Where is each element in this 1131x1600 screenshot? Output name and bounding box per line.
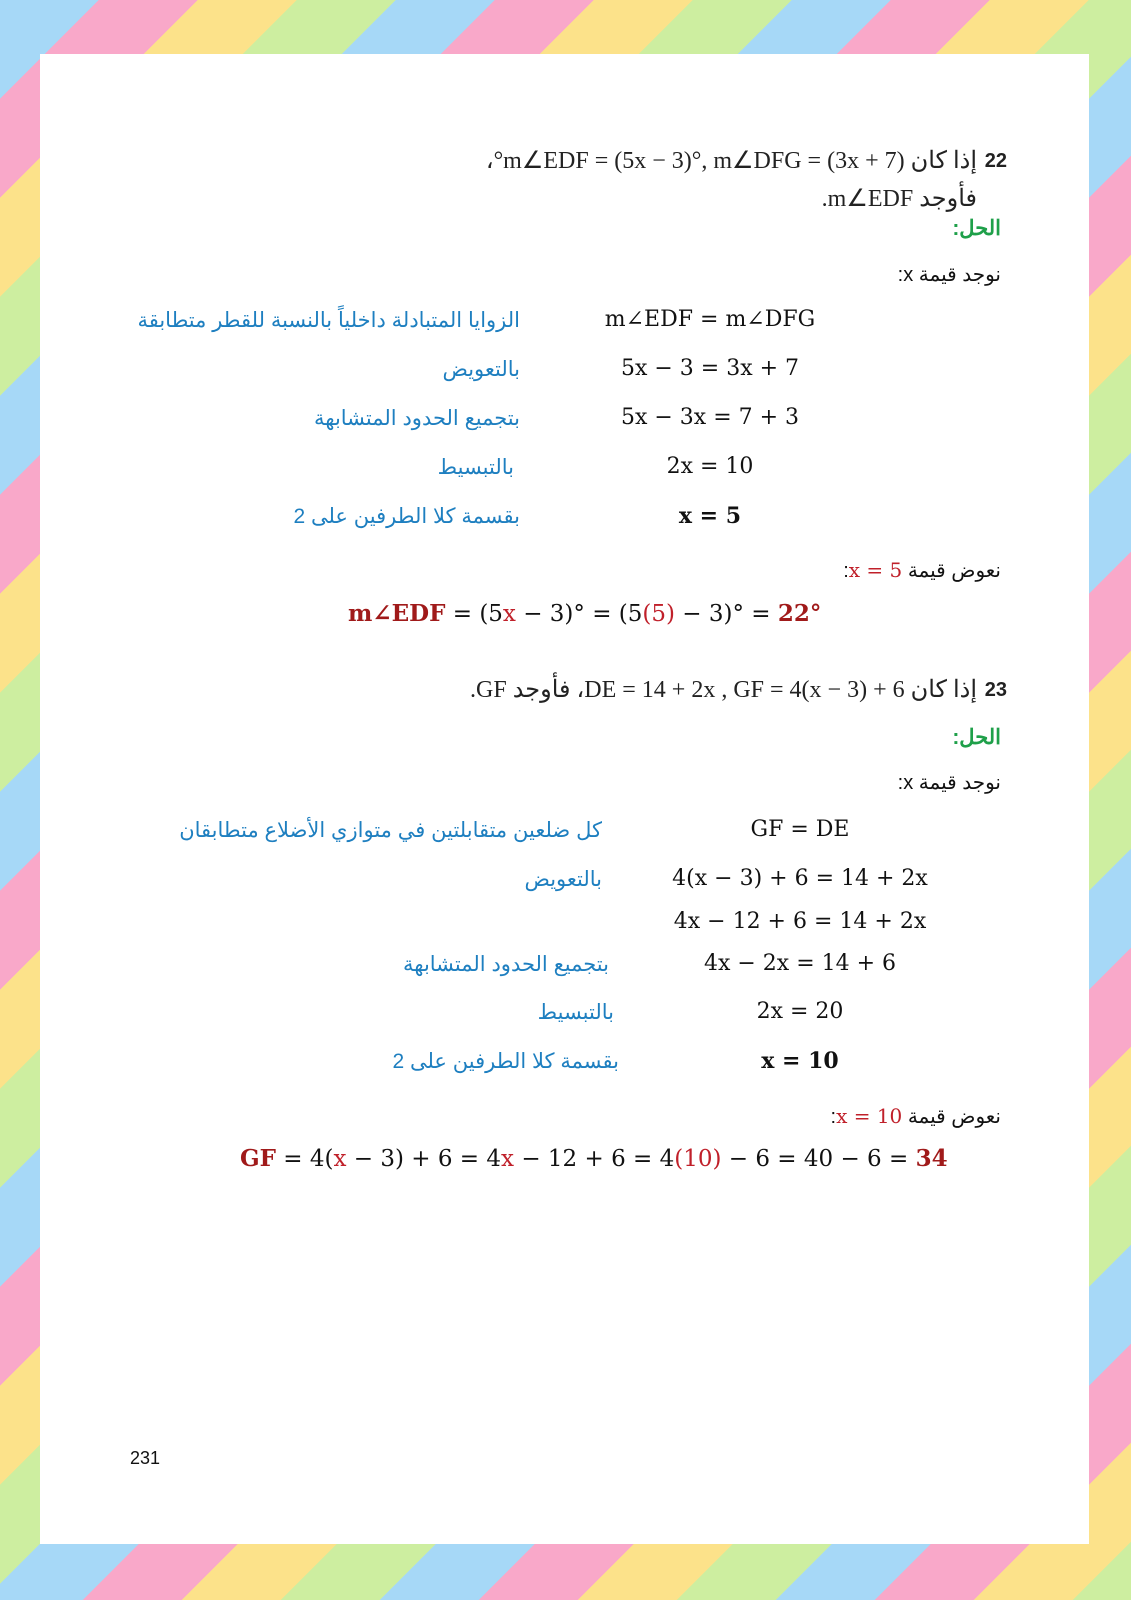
q23-step2-reason: بالتعويض [524, 868, 602, 891]
q22-step4-reason: بالتبسيط [437, 456, 514, 479]
q22-final-value: (5) [642, 601, 675, 627]
q23-final-x2: x [501, 1146, 515, 1172]
q22-step3-reason: بتجميع الحدود المتشابهة [314, 407, 520, 430]
q22-step2-reason: بالتعويض [442, 358, 520, 381]
q22-final-part2: − 3)° = (5 [515, 601, 643, 627]
q23-step5-reason: بالتبسيط [537, 1001, 614, 1024]
q23-final-part3: − 12 + 6 = 4 [514, 1146, 675, 1172]
q22-step5-reason: بقسمة كلا الطرفين على 2 [293, 505, 520, 528]
q23-step2-eq: 4(x − 3) + 6 = 14 + 2x [672, 866, 928, 891]
q23-step4-eq: 4x − 2x = 14 + 6 [703, 951, 897, 976]
q22-substitute-value: x = 5 [848, 558, 903, 582]
q22-statement-line2: فأوجد m∠EDF. [821, 186, 977, 212]
q22-step5-eq: x = 5 [678, 503, 742, 529]
q23-substitute-value: x = 10 [836, 1104, 903, 1128]
q22-final-part3: − 3)° = [675, 601, 778, 627]
q23-final-value: (10) [674, 1146, 722, 1172]
q23-final-lhs: GF [240, 1145, 276, 1172]
q23-solution-label: الحل: [952, 726, 1001, 749]
q22-final-part1: = (5 [445, 601, 503, 627]
page-number: 231 [130, 1448, 161, 1468]
q23-step5-eq: 2x = 20 [756, 999, 844, 1024]
q23-step6-reason: بقسمة كلا الطرفين على 2 [392, 1050, 619, 1073]
q22-find-x: نوجد قيمة x: [897, 264, 1001, 286]
q22-step4-eq: 2x = 10 [666, 454, 754, 479]
q22-solution-label: الحل: [952, 217, 1001, 240]
q23-step1-eq: GF = DE [750, 817, 850, 842]
q22-step3-eq: 5x − 3x = 7 + 3 [620, 405, 800, 430]
q22-final-equation [348, 600, 821, 627]
q22-step1-eq: m∠EDF = m∠DFG [604, 307, 816, 332]
q22-final-result: 22° [777, 600, 822, 627]
q22-number: 22 [984, 150, 1007, 172]
q23-step1-reason: كل ضلعين متقابلتين في متوازي الأضلاع متطابقان [179, 819, 602, 842]
q23-final-result: 34 [915, 1145, 948, 1172]
q23-number: 23 [984, 679, 1007, 701]
q23-final-part4: − 6 = 40 − 6 = [721, 1146, 916, 1172]
q22-substitute-label: نعوض قيمة [907, 560, 1001, 582]
q22-step2-eq: 5x − 3 = 3x + 7 [620, 356, 800, 381]
q22-substitute-line: نعوض قيمة x = 5: [843, 558, 1001, 582]
q22-final-lhs: m∠EDF [348, 600, 446, 627]
q23-step4-reason: بتجميع الحدود المتشابهة [403, 953, 609, 976]
q23-final-equation [240, 1145, 948, 1172]
worksheet-page [40, 54, 1089, 1544]
q23-final-part1: = 4( [275, 1146, 334, 1172]
q23-final-part2: − 3) + 6 = 4 [346, 1146, 502, 1172]
q22-step1-reason: الزوايا المتبادلة داخلياً بالنسبة للقطر متطابقة [137, 309, 520, 332]
q23-step3-eq: 4x − 12 + 6 = 14 + 2x [673, 909, 927, 934]
q23-find-x: نوجد قيمة x: [897, 772, 1001, 794]
q23-substitute-line: نعوض قيمة x = 10: [830, 1104, 1001, 1128]
q23-step6-eq: x = 10 [761, 1048, 839, 1074]
q23-statement: إذا كان DE = 14 + 2x , GF = 4(x − 3) + 6، فأوجد GF. [470, 677, 977, 703]
q22-statement-line1: إذا كان m∠EDF = (5x − 3)°, m∠DFG = (3x + 7)°، [485, 148, 977, 174]
q23-final-x1: x [333, 1146, 347, 1172]
q23-substitute-label: نعوض قيمة [907, 1106, 1001, 1128]
q22-final-x: x [502, 601, 516, 627]
